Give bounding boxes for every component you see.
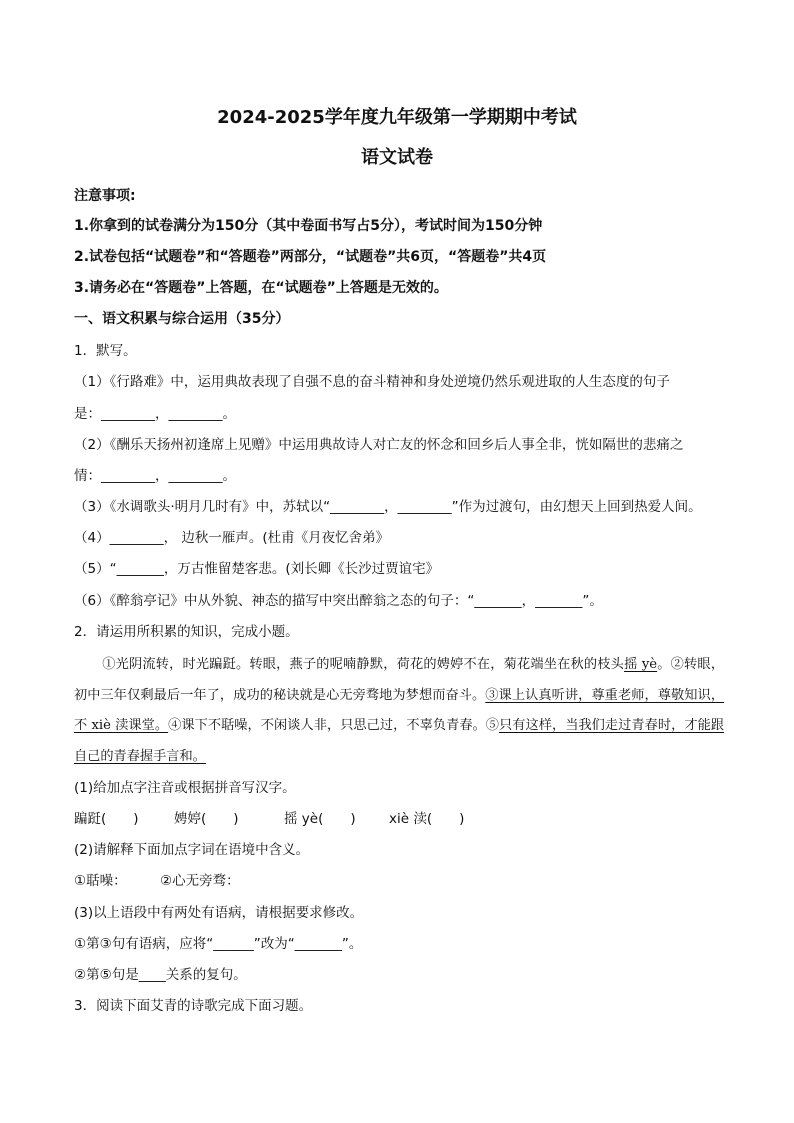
- question-line: （2）《酬乐天扬州初逢席上见赠》中运用典故诗人对亡友的怀念和回乡后人事全非，恍如隔世的悲痛之: [74, 437, 684, 453]
- passage-sentence: ④课下不聒噪，不闲谈人非，只思己过，不辜负青春。⑤: [168, 718, 500, 733]
- notice-item: 1.你拿到的试卷满分为150分（其中卷面书写占5分），考试时间为150分钟: [74, 218, 543, 234]
- pinyin-item: 蹁跹( ): [74, 811, 139, 827]
- question-title: 1．默写。: [74, 343, 137, 359]
- subquestion-title: (3)以上语段中有两处有语病，请根据要求修改。: [74, 905, 364, 921]
- subquestion-item: ①第③句有语病，应将“______”改为“_______”。: [74, 936, 363, 952]
- definition-item: ①聒噪：: [74, 873, 127, 889]
- notice-item: 3.请务必在“答题卷”上答题，在“试题卷”上答题是无效的。: [74, 280, 448, 296]
- question-line: （6）《醉翁亭记》中从外貌、神态的描写中突出醉翁之态的句子：“_______，_______”。: [74, 593, 603, 609]
- pinyin-item: 摇 yè( ): [284, 811, 356, 827]
- subquestion-title: (2)请解释下面加点字词在语境中含义。: [74, 842, 310, 858]
- passage-underlined: 只有这样，当我们走过青春时，才能跟自己的青春握手言和。: [74, 718, 724, 764]
- pinyin-item: xiè 渎( ): [389, 811, 465, 827]
- subquestion-title: (1)给加点字注音或根据拼音写汉字。: [74, 780, 296, 796]
- question-line: 是：________，________。: [74, 406, 236, 422]
- section-heading: 一、语文积累与综合运用（35分）: [74, 311, 290, 327]
- exam-subtitle: 语文试卷: [361, 147, 433, 168]
- question-line: 情：________，________。: [74, 468, 236, 484]
- subquestion-items: [74, 871, 734, 891]
- subquestion-items: [74, 809, 734, 829]
- definition-item: ②心无旁骛：: [160, 873, 240, 889]
- question-line: （5）“_______，万古惟留楚客悲。(刘长卿《长沙过贾谊宅》: [74, 561, 440, 577]
- notice-heading: 注意事项:: [74, 188, 136, 204]
- passage-underlined: 摇 yè: [624, 657, 658, 672]
- passage-sentence: 。②转眼，初中三年仅剩最后一年了，成功的秘诀就是心无旁骛地为梦想而奋斗。: [74, 657, 725, 703]
- question-title: 3．阅读下面艾青的诗歌完成下面习题。: [74, 998, 313, 1014]
- reading-passage: [74, 650, 724, 772]
- question-line: （1）《行路难》中，运用典故表现了自强不息的奋斗精神和身处逆境仍然乐观进取的人生态度的句子: [74, 374, 670, 390]
- question-line: （3）《水调歌头·明月几时有》中，苏轼以“________，________”作为过渡句，由幻想天上回到热爱人间。: [74, 499, 702, 515]
- pinyin-item: 娉婷( ): [174, 811, 239, 827]
- exam-title: 2024-2025学年度九年级第一学期期中考试: [217, 107, 577, 128]
- subquestion-item: ②第⑤句是____关系的复句。: [74, 967, 247, 983]
- question-title: 2．请运用所积累的知识，完成小题。: [74, 624, 299, 640]
- question-line: （4）________， 边秋一雁声。(杜甫《月夜忆舍弟》: [74, 530, 390, 546]
- notice-item: 2.试卷包括“试题卷”和“答题卷”两部分，“试题卷”共6页，“答题卷”共4页: [74, 249, 547, 265]
- passage-underlined: ③课上认真听讲，尊重老师，尊敬知识，不 xiè 渎课堂。: [74, 687, 725, 733]
- passage-sentence: ①光阴流转，时光蹁跹。转眼，燕子的呢喃静默，荷花的娉婷不在，菊花端坐在秋的枝头: [102, 657, 625, 672]
